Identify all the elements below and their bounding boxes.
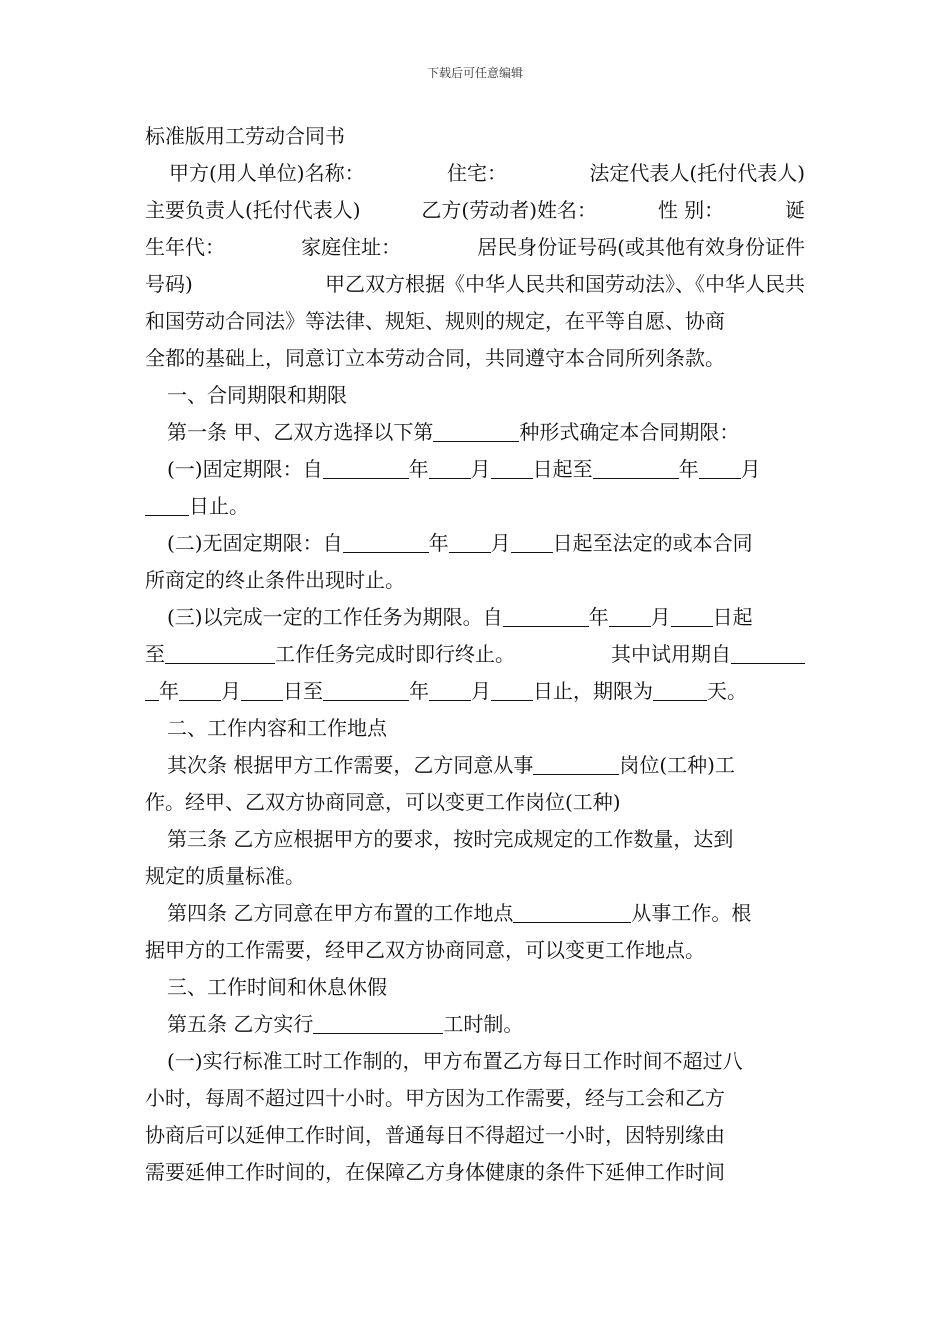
parties-line-3: 生年代： 家庭住址： 居民身份证号码(或其他有效身份证件 xyxy=(145,235,805,259)
blank-field[interactable] xyxy=(513,900,631,923)
standard-hours-line-2: 小时，每周不超过四十小时。甲方因为工作需要，经与工会和乙方 xyxy=(145,1086,725,1110)
blank-field[interactable] xyxy=(313,1011,443,1034)
blank-field[interactable] xyxy=(241,678,283,701)
parties-line-5: 和国劳动合同法》等法律、规矩、规则的规定，在平等自愿、协商 xyxy=(145,309,725,333)
blank-field[interactable] xyxy=(145,493,189,516)
task-term-line-3: 年 月 日至 年 月 日止，期限为 天。 xyxy=(145,673,805,710)
page-header: 下载后可任意编辑 xyxy=(426,66,523,80)
blank-field[interactable] xyxy=(653,678,707,701)
fixed-term-line-2: 日止。 xyxy=(145,488,805,525)
contract-title: 标准版用工劳动合同书 xyxy=(145,124,345,148)
blank-field[interactable] xyxy=(671,604,713,627)
article-4-line-1: 第四条 乙方同意在甲方布置的工作地点 从事工作。根 xyxy=(167,901,752,925)
blank-field[interactable] xyxy=(179,678,221,701)
nonfixed-term-line-1: (二)无固定期限：自 年 月 日起至法定的或本合同 xyxy=(167,531,753,555)
task-term-line-1: (三)以完成一定的工作任务为期限。自 年 月 日起 xyxy=(167,605,753,629)
section-heading-3: 三、工作时间和休息休假 xyxy=(167,975,387,999)
blank-field[interactable] xyxy=(491,678,533,701)
blank-field[interactable] xyxy=(323,678,409,701)
blank-field[interactable] xyxy=(609,604,651,627)
fixed-term-line-1: (一)固定期限：自 年 月 日起至 年 月 xyxy=(167,457,761,481)
blank-field[interactable] xyxy=(145,678,159,701)
section-heading-1: 一、合同期限和期限 xyxy=(167,383,347,407)
blank-field[interactable] xyxy=(699,456,741,479)
standard-hours-line-4: 需要延伸工作时间的，在保障乙方身体健康的条件下延伸工作时间 xyxy=(145,1160,725,1184)
blank-field[interactable] xyxy=(429,678,471,701)
section-heading-2: 二、工作内容和工作地点 xyxy=(167,716,387,740)
parties-line-1: 甲方(用人单位)名称： 住宅： 法定代表人(托付代表人) xyxy=(169,161,805,185)
blank-field[interactable] xyxy=(429,456,471,479)
parties-line-2: 主要负责人(托付代表人) 乙方(劳动者)姓名： 性 别： 诞 xyxy=(145,198,805,222)
blank-field[interactable] xyxy=(165,641,275,664)
article-4-line-2: 据甲方的工作需要，经甲乙双方协商同意，可以变更工作地点。 xyxy=(145,938,705,962)
article-2-line-1: 其次条 根据甲方工作需要，乙方同意从事 岗位(工种)工 xyxy=(167,753,735,777)
blank-field[interactable] xyxy=(593,456,679,479)
standard-hours-line-1: (一)实行标准工时工作制的，甲方布置乙方每日工作时间不超过八 xyxy=(167,1049,743,1073)
blank-field[interactable] xyxy=(433,419,519,442)
article-3-line-1: 第三条 乙方应根据甲方的要求，按时完成规定的工作数量，达到 xyxy=(167,827,734,851)
blank-field[interactable] xyxy=(533,752,619,775)
blank-field[interactable] xyxy=(343,530,429,553)
parties-line-4: 号码) 甲乙双方根据《中华人民共和国劳动法》、《中华人民共 xyxy=(145,272,805,296)
article-1: 第一条 甲、乙双方选择以下第 种形式确定本合同期限： xyxy=(167,420,740,444)
parties-line-6: 全都的基础上，同意订立本劳动合同，共同遵守本合同所列条款。 xyxy=(145,346,725,370)
blank-field[interactable] xyxy=(491,456,533,479)
article-5: 第五条 乙方实行 工时制。 xyxy=(167,1012,524,1036)
article-2-line-2: 作。经甲、乙双方协商同意，可以变更工作岗位(工种) xyxy=(145,790,621,814)
blank-field[interactable] xyxy=(323,456,409,479)
blank-field[interactable] xyxy=(511,530,553,553)
standard-hours-line-3: 协商后可以延伸工作时间，普通每日不得超过一小时，因特别缘由 xyxy=(145,1123,725,1147)
nonfixed-term-line-2: 所商定的终止条件出现时止。 xyxy=(145,568,405,592)
task-term-line-2: 至 工作任务完成时即行终止。 其中试用期自 xyxy=(145,636,805,673)
contract-body xyxy=(145,118,805,1191)
blank-field[interactable] xyxy=(449,530,491,553)
article-3-line-2: 规定的质量标准。 xyxy=(145,864,305,888)
blank-field[interactable] xyxy=(731,641,805,664)
blank-field[interactable] xyxy=(503,604,589,627)
